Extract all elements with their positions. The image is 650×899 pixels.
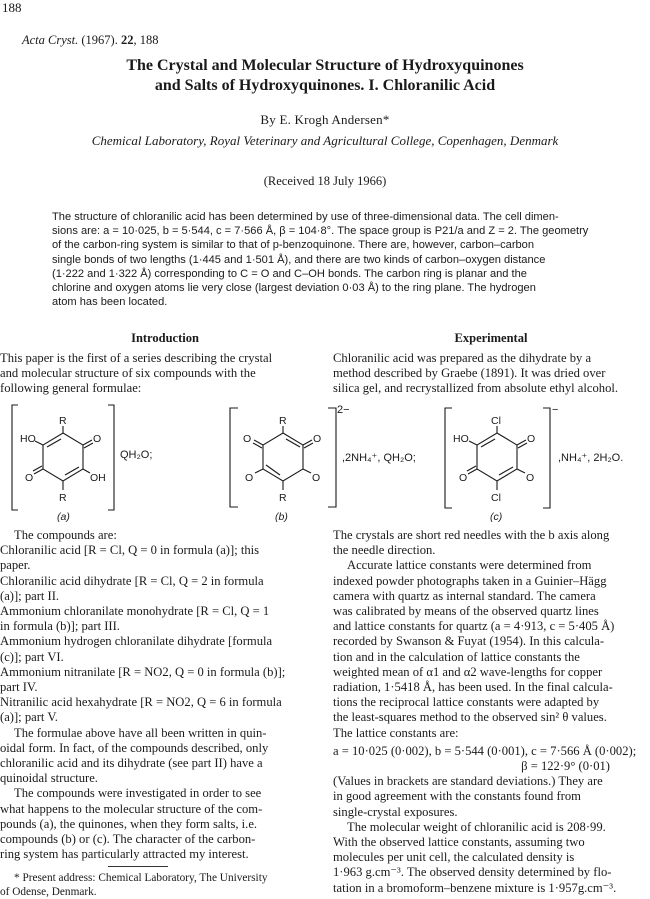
intro-paragraph-3: The compounds were investigated in order to see what happens to the molecular structure of the com- pounds (a), the quinones, when they form salts, i.e. compounds (b) or (c). The character of the carbon- ring system has particularly attracted my interest. [0, 786, 263, 862]
c-o-left: O [459, 472, 468, 484]
footnote-rule [108, 866, 168, 867]
intro-continued: The compounds are: Chloranilic acid [R = Cl, Q = 0 in formula (a)]; this paper. Chloranilic acid dihydrate [R = Cl, Q = 2 in formula (a)]; part II. Ammonium chloranilate monohydrate [R = Cl, Q = 1 in formula (b)]; part III. Ammonium hydrogen chloranilate dihydrate [formula (c)]; part VI. Ammonium nitranilate [R = NO2, Q = 0 in formula (b)]; part IV. Nitranilic acid hexahydrate [R = NO2, Q = 6 in formula (a)]; part V. The formulae above have all been written in quin- oidal form. In fact, of the compounds described, only chloranilic acid and its dihydrate (see part II) have a quinoidal structure. The compounds were investigated in order to see what happens to the molecular structure of the com- pounds (a), the quinones, when they form salts, i.e. compounds (b) or (c). The character of the carbon- ring system has particularly attracted my interest. [0, 528, 322, 862]
c-ho: HO [453, 433, 469, 445]
a-ho: HO [20, 433, 36, 445]
b-o-bl: O [245, 472, 254, 484]
label-c: (c) [490, 511, 503, 523]
affiliation: Chemical Laboratory, Royal Veterinary and Agricultural College, Copenhagen, Denmark [91, 133, 559, 148]
intro-paragraph-2: The formulae above have all been written in quin- oidal form. In fact, of the compounds described, only chloranilic acid and its dihydrate (see part II) have a quinoidal structure. [0, 725, 269, 786]
a-oh: OH [90, 472, 106, 484]
received-date: (Received 18 July 1966) [263, 174, 387, 188]
label-a: (a) [57, 511, 70, 523]
compound-item: Ammonium nitranilate [R = NO2, Q = 0 in formula (b)]; part IV. [0, 664, 286, 695]
experimental-paragraph-1: Chloranilic acid was prepared as the dihydrate by a method described by Graebe (1891). It was dried over silica gel, and recrystallized from absolute ethyl alcohol. [333, 351, 619, 396]
experimental-paragraph-3: Accurate lattice constants were determined from indexed powder photographs taken in a Guinier–Hägg camera with quartz as internal standard. The camera was calibrated by means of the observed quartz lines and lattice constants for quartz (a = 4·913, c = 5·405 Å) recorded by Swanson & Fuyat (1954). In this calcula- tion and in the calculation of lattice constants the weighted mean of α1 and α2 wave-lengths for copper radiation, 1·5418 Å, has been used. In the final calcula- tions the reciprocal lattice constants were adapted by the least-squares method to the observed sin² θ values. The lattice constants are: [333, 558, 615, 740]
c-cl-top: Cl [491, 415, 501, 427]
intro-paragraph-1: This paper is the first of a series describing the crystal and molecular structure of six compounds with the following general formulae: [0, 351, 273, 396]
c-o-br: O [526, 472, 535, 484]
author: By E. Krogh Andersen* [260, 112, 390, 127]
a-r-top: R [59, 415, 67, 427]
compound-item: Chloranilic acid [R = Cl, Q = 0 in formula (a)]; this paper. [0, 543, 260, 573]
b-r-top: R [279, 415, 287, 427]
b-charge: 2− [337, 404, 350, 416]
experimental-heading: Experimental [454, 331, 528, 345]
b-o-br: O [312, 472, 321, 484]
c-charge: − [552, 404, 559, 416]
introduction-heading: Introduction [131, 331, 199, 345]
lattice-constants-line-2: β = 122·9° (0·01) [521, 759, 610, 774]
b-o-tr: O [313, 433, 322, 445]
journal-reference: Acta Cryst. (1967). 22, 188 [22, 33, 159, 47]
b-o-tl: O [243, 433, 252, 445]
experimental-continued [333, 528, 650, 896]
page-number: 188 [2, 0, 22, 15]
experimental-paragraph-2: The crystals are short red needles with the b axis along the needle direction. [333, 528, 610, 558]
a-suffix: QH₂O; [120, 449, 153, 461]
lattice-constants-line-1: a = 10·025 (0·002), b = 5·544 (0·001), c = 7·566 Å (0·002); [333, 743, 637, 758]
c-cl-bottom: Cl [491, 492, 501, 504]
a-r-bottom: R [59, 492, 67, 504]
compound-item: Nitranilic acid hexahydrate [R = NO2, Q = 6 in formula (a)]; part V. [0, 695, 282, 725]
a-o-left: O [25, 472, 34, 484]
b-r-bottom: R [279, 492, 287, 504]
c-o-right: O [527, 433, 536, 445]
c-suffix: ,NH₄⁺, 2H₂O. [558, 452, 624, 464]
compound-item: Ammonium hydrogen chloranilate dihydrate [formula (c)]; part VI. [0, 634, 273, 664]
compound-item: Ammonium chloranilate monohydrate [R = Cl, Q = 1 in formula (b)]; part III. [0, 604, 270, 634]
experimental-paragraph-4: (Values in brackets are standard deviations.) They are in good agreement with the constants found from single-crystal exposures. [333, 774, 603, 819]
label-b: (b) [275, 511, 288, 523]
experimental-paragraph-5: The molecular weight of chloranilic acid is 208·99. With the observed lattice constants, assuming two molecules per unit cell, the calculated density is 1·963 g.cm⁻³. The observed density determined by flo- tation in a bromoform–benzene mixture is 1·957g.cm⁻³. [333, 819, 617, 895]
b-suffix: ,2NH₄⁺, QH₂O; [342, 452, 416, 464]
a-o-right: O [93, 433, 102, 445]
paper-title: The Crystal and Molecular Structure of Hydroxyquinones and Salts of Hydroxyquinones. I. Chloranilic Acid [126, 57, 524, 94]
abstract: The structure of chloranilic acid has been determined by use of three-dimensional data. The cell dimen- sions are: a = 10·025, b = 5·544, c = 7·566 Å, β = 104·8°. The space group is P21/a and Z = 2. The geometry of the carbon-ring system is similar to that of p-benzoquinone. There are, however, carbon–carbon single bonds of two lengths (1·445 and 1·501 Å), and there are two kinds of carbon–oxygen distance (1·222 and 1·322 Å) corresponding to C = O and C–OH bonds. The carbon ring is planar and the chlorine and oxygen atoms lie very close (largest deviation 0·03 Å) to the ring plane. The hydrogen atom has been located. [52, 211, 589, 309]
compound-item: Chloranilic acid dihydrate [R = Cl, Q = 2 in formula (a)]; part II. [0, 573, 264, 603]
footnote: * Present address: Chemical Laboratory, The University of Odense, Denmark. [0, 872, 268, 898]
